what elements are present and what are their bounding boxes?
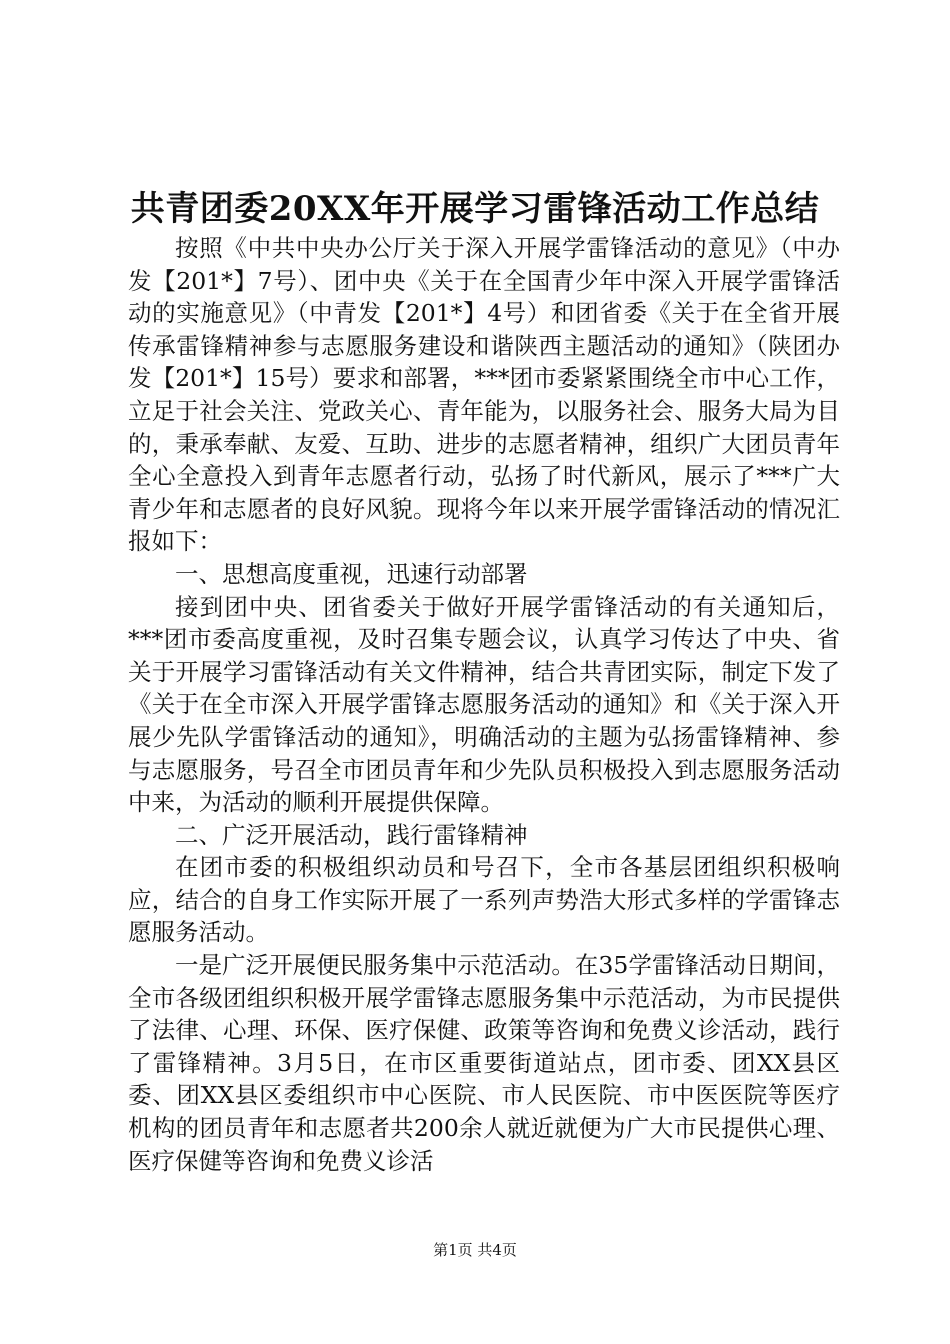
section-2-paragraph: 在团市委的积极组织动员和号召下，全市各基层团组织积极响应，结合的自身工作实际开展了一系列声势浩大形式多样的学雷锋志愿服务活动。 xyxy=(128,853,840,947)
section-2-item-1-paragraph: 一是广泛开展便民服务集中示范活动。在35学雷锋活动日期间，全市各级团组织积极开展学雷锋志愿服务集中示范活动，为市民提供了法律、心理、环保、医疗保健、政策等咨询和免费义诊活动，践行了雷锋精神。3月5日，在市区重要街道站点，团市委、团XX县区委、团XX县区委组织市中心医院、市人民医院、市中医医院等医疗机构的团员青年和志愿者共200余人就近就便为广大市民提供心理、医疗保健等咨询和免费义诊活 xyxy=(128,951,840,1175)
section-heading-2: 二、广泛开展活动，践行雷锋精神 xyxy=(175,820,528,849)
section-heading-1: 一、思想高度重视，迅速行动部署 xyxy=(175,559,528,588)
section-1-paragraph: 接到团中央、团省委关于做好开展学雷锋活动的有关通知后，***团市委高度重视，及时召集专题会议，认真学习传达了中央、省关于开展学习雷锋活动有关文件精神，结合共青团实际，制定下发了《关于在全市深入开展学雷锋志愿服务活动的通知》和《关于深入开展少先队学雷锋活动的通知》，明确活动的主题为弘扬雷锋精神、参与志愿服务，号召全市团员青年和少先队员积极投入到志愿服务活动中来，为活动的顺利开展提供保障。 xyxy=(128,592,840,817)
page-number-footer: 第1页 共4页 xyxy=(433,1241,517,1259)
intro-paragraph: 按照《中共中央办公厅关于深入开展学雷锋活动的意见》（中办发【201*】7号）、团中央《关于在全国青少年中深入开展学雷锋活动的实施意见》（中青发【201*】4号）和团省委《关于在全省开展传承雷锋精神参与志愿服务建设和谐陕西主题活动的通知》（陕团办发【201*】15号）要求和部署，***团市委紧紧围绕全市中心工作，立足于社会关注、党政关心、青年能为，以服务社会、服务大局为目的，秉承奉献、友爱、互助、进步的志愿者精神，组织广大团员青年全心全意投入到青年志愿者行动，弘扬了时代新风，展示了***广大青少年和志愿者的良好风貌。现将今年以来开展学雷锋活动的情况汇报如下： xyxy=(128,234,840,556)
document-title: 共青团委20XX年开展学习雷锋活动工作总结 xyxy=(130,189,820,229)
document-body xyxy=(128,232,840,1177)
